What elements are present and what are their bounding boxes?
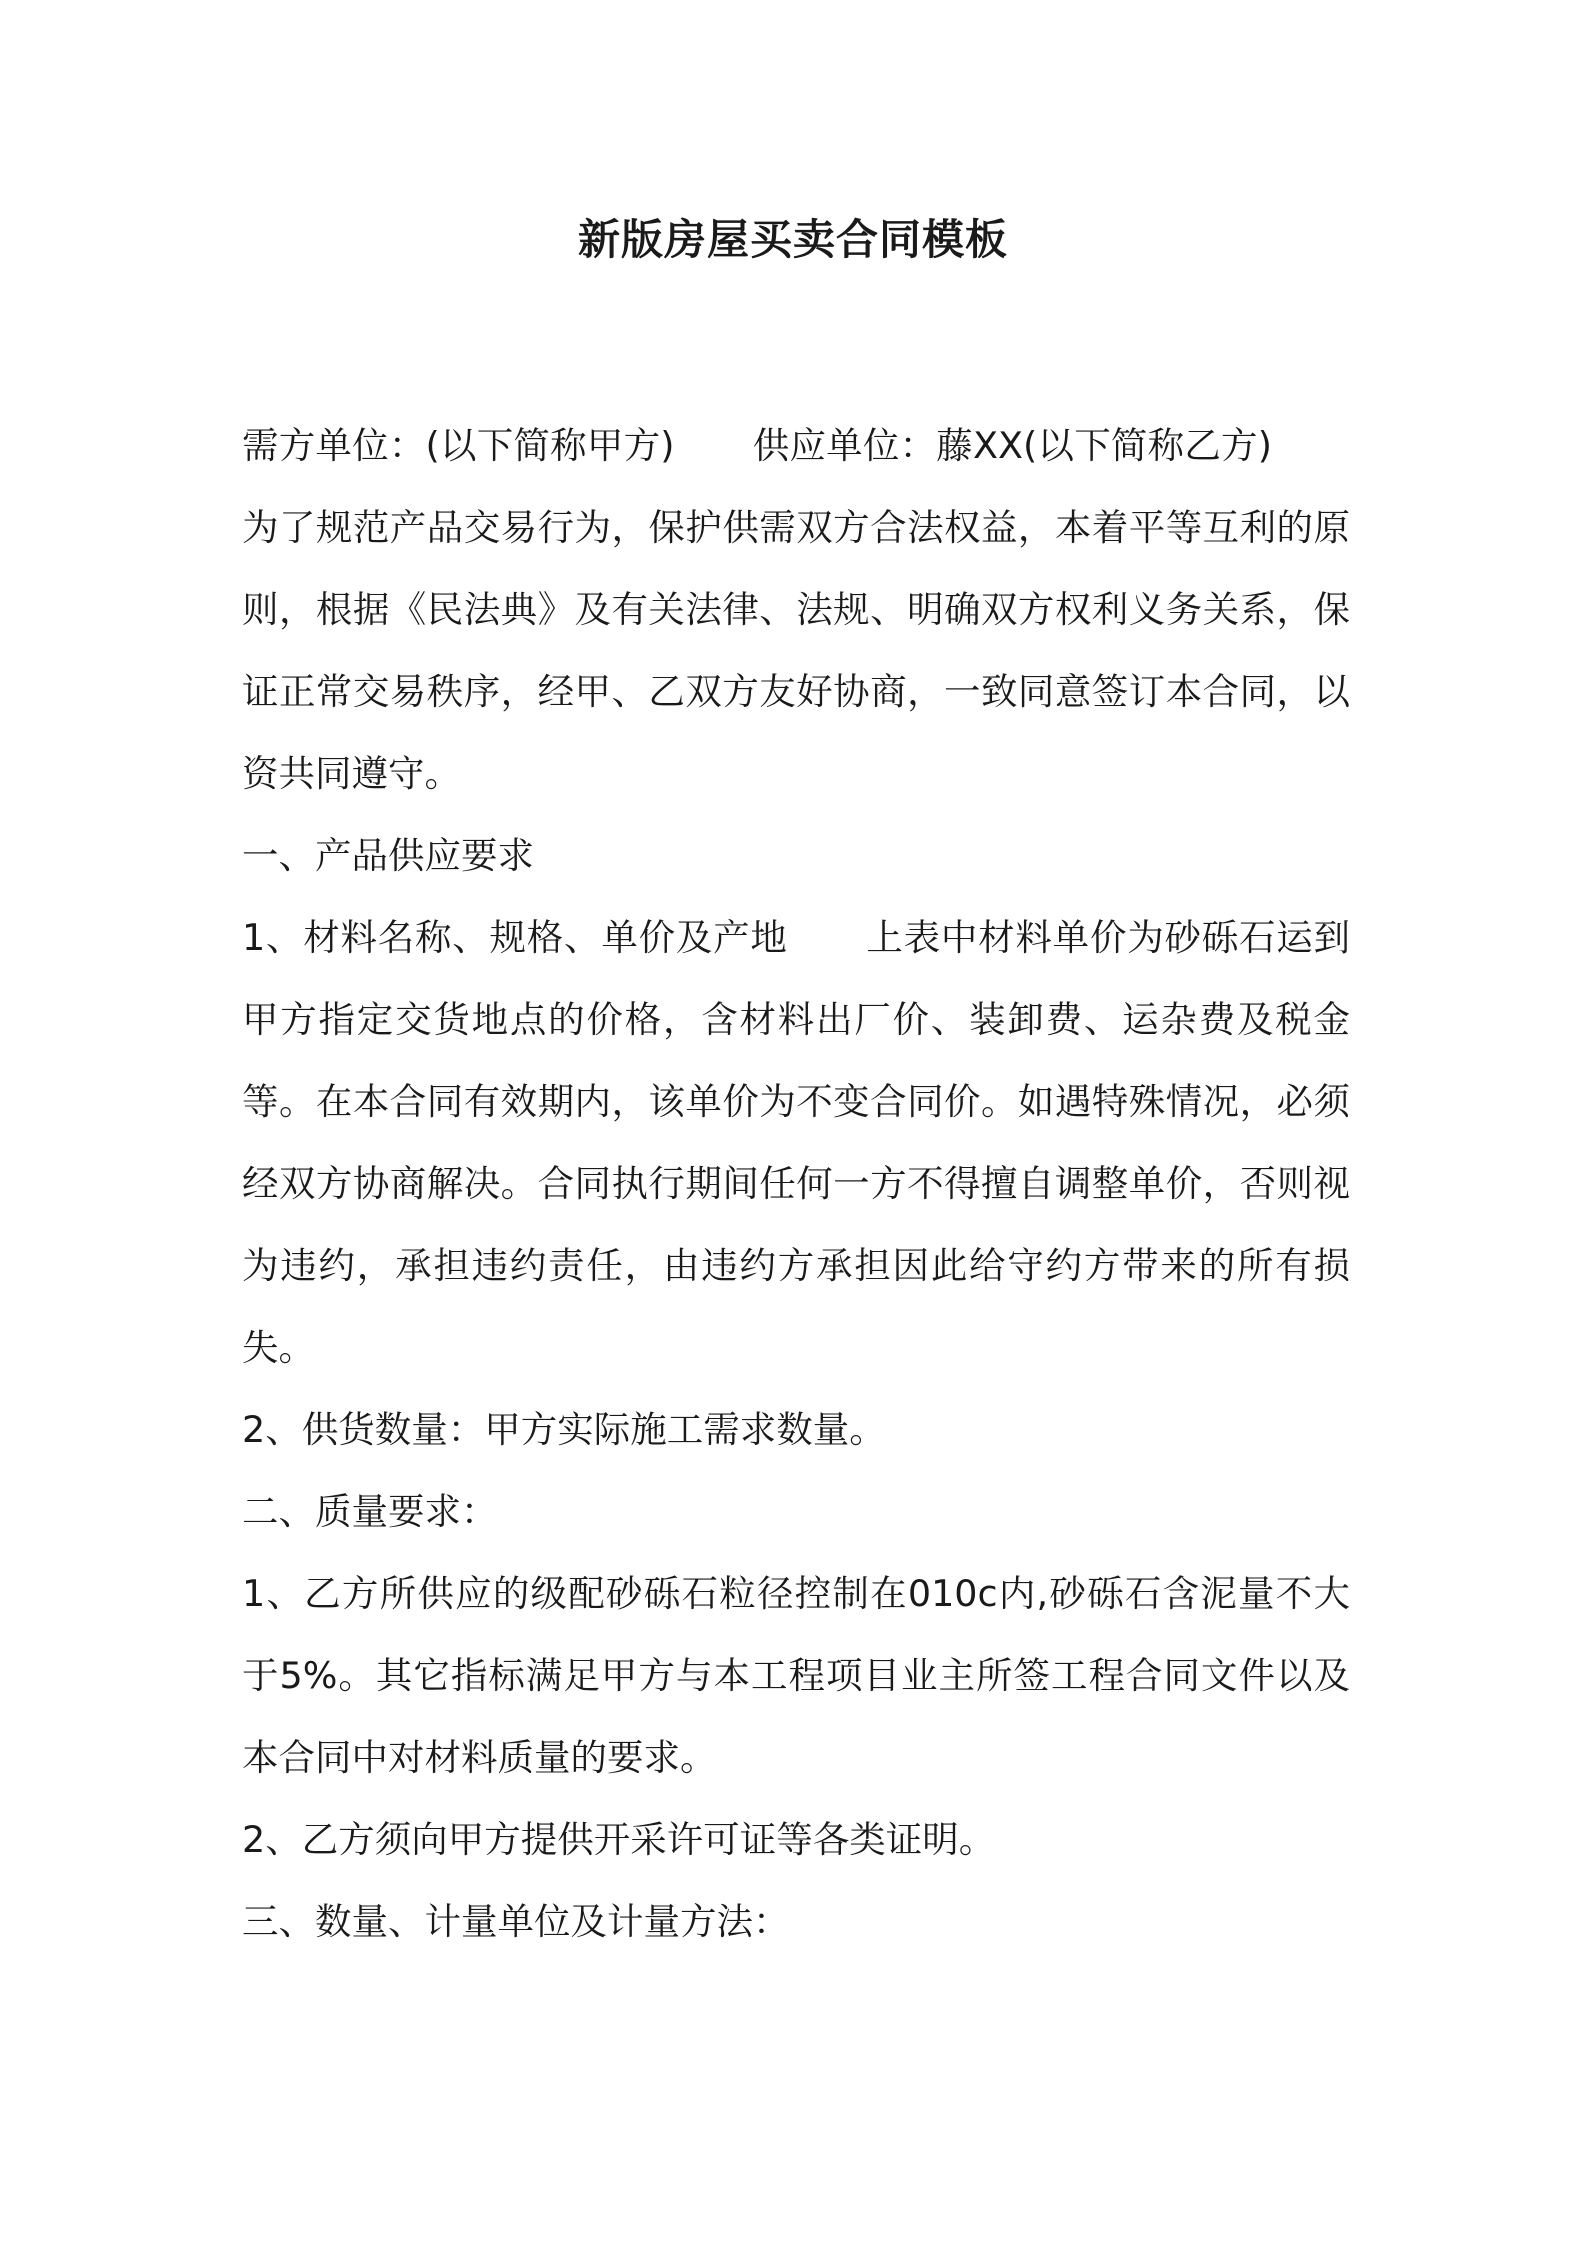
section-1-heading: 一、产品供应要求 (242, 834, 534, 877)
item-1-1-paragraph (242, 897, 1350, 1389)
document-body (242, 405, 1350, 1963)
section-2-heading: 二、质量要求： (242, 1490, 498, 1533)
preamble-text: 为了规范产品交易行为，保护供需双方合法权益，本着平等互利的原则，根据《民法典》及有关法律、法规、明确双方权利义务关系，保证正常交易秩序，经甲、乙双方友好协商，一致同意签订本合同，以资共同遵守。 (242, 506, 1350, 795)
document-title: 新版房屋买卖合同模板 (577, 215, 1008, 264)
item-1-1-label: 1、材料名称、规格、单价及产地 (242, 916, 788, 959)
item-1-1-text: 上表中材料单价为砂砾石运到甲方指定交货地点的价格，含材料出厂价、装卸费、运杂费及税金等。在本合同有效期内，该单价为不变合同价。如遇特殊情况，必须经双方协商解决。合同执行期间任何一方不得擅自调整单价，否则视为违约，承担违约责任，由违约方承担因此给守约方带来的所有损失。 (242, 916, 1350, 1369)
section-3-heading: 三、数量、计量单位及计量方法： (242, 1900, 790, 1943)
parties-paragraph (242, 405, 1350, 815)
item-2-2-paragraph: 2、乙方须向甲方提供开采许可证等各类证明。 (242, 1818, 996, 1861)
item-1-2-paragraph: 2、供货数量：甲方实际施工需求数量。 (242, 1408, 886, 1451)
supplier-label: 供应单位：藤XX(以下简称乙方) (752, 424, 1272, 467)
item-2-1-paragraph: 1、乙方所供应的级配砂砾石粒径控制在010c内,砂砾石含泥量不大于5%。其它指标满足甲方与本工程项目业主所签工程合同文件以及本合同中对材料质量的要求。 (242, 1572, 1350, 1779)
buyer-label: 需方单位：(以下简称甲方) (242, 424, 675, 467)
